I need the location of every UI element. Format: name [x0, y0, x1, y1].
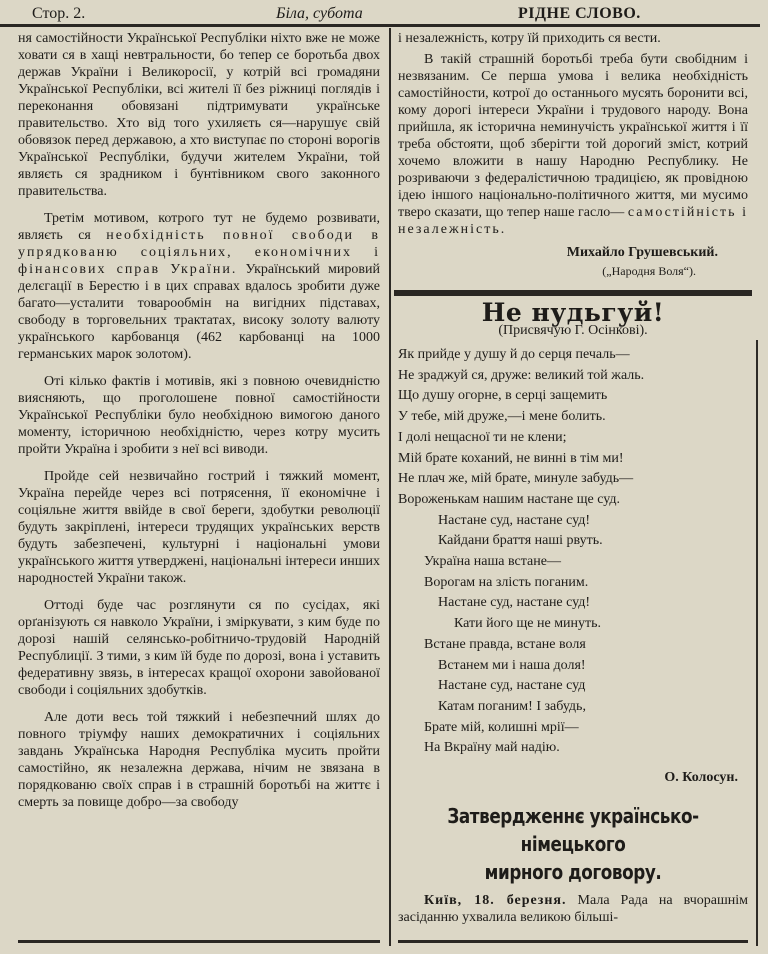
headline-line: Затвердженнє українсько-німецького [447, 804, 699, 857]
emphasized-text: самостійність і незалежність. [398, 205, 749, 237]
poem-line: Не зраджуй ся, друже: великий той жаль. [398, 367, 645, 383]
poem-line: Не плач же, мій брате, минуле забудь— [398, 471, 634, 487]
news-dateline: Київ, 18. березня. [424, 893, 567, 909]
news-text: Мала Рада на вчорашнім засіданню ухвалила великою більші- [398, 893, 748, 926]
poem-line: Що душу огорне, в серці защемить [398, 388, 608, 404]
article-paragraph [18, 210, 380, 363]
headline-line: мирного договору. [484, 860, 662, 885]
article-source: („Народня Воля“). [602, 264, 696, 278]
poem-line: Як прийде у душу й до серця печаль— [398, 347, 630, 362]
left-column [18, 30, 380, 937]
footer-rule-left [18, 940, 380, 943]
footer-rule-right [398, 940, 748, 943]
poem-line: Настане суд, настане суд! [438, 595, 591, 611]
paragraph-text: В такій страшній боротьбі треба бути свобідним і незвязаним. Се перша умова і велика необхідність самостійности, котрої до останнього мусять боронити всі, кому дорогі інтереси України і трудового народу. Вона прийшла, як історична неминучість української життя і її треба обстояти, щоб зберігти той дорогий зміст, котрий хочемо вложити в нашу Народню Республику. Не розриваючи з федералістичною традицією, як провідною ідею іншого національно-політичного життя, ми мусимо тверо сказати, що тепер наше гасло— [398, 52, 748, 220]
page-number: Стор. 2. [32, 5, 86, 22]
right-column [398, 30, 748, 937]
article-paragraph [398, 51, 748, 238]
poem-dedication: (Присвячую Г. Осінкові). [498, 323, 648, 338]
news-paragraph [398, 892, 748, 926]
page-header [18, 2, 763, 26]
poem-line: Ворогам на злість поганим. [424, 574, 589, 590]
emphasized-text: необхідність повної свободи в упрядкованю соціяльних, економічних і фінансових справ України. [18, 228, 380, 277]
poem-line: Кати його ще не минуть. [454, 616, 602, 632]
news-headline [426, 802, 720, 886]
poem-line: І долі нещасної ти не клени; [398, 429, 567, 445]
poem-line: Кайдани браття наші рвуть. [438, 533, 603, 549]
article-paragraph: Але доти весь той тяжкий і небезпечний шлях до повного тріумфу наших демократичних і соціяльних завдань Українська Народня Республіка мусить пройти самостійно, як незалежна держава, нічим не звязана в порядкованю своїх справ і в страшній боротьбі на життє і смерть за повище добро—за свободу [18, 710, 380, 810]
article-paragraph: ня самостійности Української Республіки ніхто вже не може ховати ся в хащі невтральности, бо тепер се боротьба двох держав України і Великоросії, у котрій всі громадяни Української Республіки, всі жителі її без ріжниці поглядів і переконання обовязані підтримувати українське правительство. Хто від того ухиляєть ся—нарушує свій обовязок перед державою, а хто виступає по стороні ворогів Української Республіки, будучи жителем України, той являєть ся зрадником і бунтівником свого законного правительства. [18, 31, 380, 199]
paragraph-text: Третім мотивом, котрого тут не будемо розвивати, являєть ся [18, 211, 380, 243]
poem-line: Вороженькам нашим настане ще суд. [398, 491, 620, 507]
place-day: Біла, субота [276, 5, 363, 22]
poem-line: Настане суд, настане суд! [438, 512, 591, 528]
article-signature: Михайло Грушевський. [566, 245, 718, 260]
poem-line: Україна наша встане— [424, 554, 561, 570]
article-paragraph: Оті кілько фактів і мотивів, які з повною очевидністю виясняють, що проголошене повної самостійности Української Республіки було необхідною вимогою даного моменту, історичною необхідністю, через котру мусить пройти Україна і зробити з неї всі виводи. [18, 374, 380, 457]
section-divider [394, 290, 752, 296]
poem-body [398, 345, 748, 759]
poem-line: Встанем ми і наша доля! [438, 657, 586, 673]
poem-author: О. Колосун. [664, 770, 738, 786]
poem-line: Настане суд, настане суд [438, 678, 586, 694]
poem-line: У тебе, мій друже,—і мене болить. [398, 409, 606, 425]
poem-line: На Вкраїну май надію. [424, 740, 560, 756]
paragraph-text: Український мировий делєгації в Берестю і в цих справах вдалось зробити дуже багато—усталити товарообмін на вигідних підставах, свободу в торговельних трактатах, високу золоту валюту українського карбованця (462 карбованці на 1000 германських марок золотом). [18, 262, 380, 362]
continued-line: і незалежність, котру їй приходить ся вести. [398, 31, 661, 46]
poem-line: Встане правда, встане воля [424, 636, 586, 652]
header-rule [0, 24, 760, 27]
article-paragraph: Оттоді буде час розглянути ся по сусідах, які орґанізують ся навколо України, і зміркувати, з ким буде по дорозі нашій селянсько-робітничо-трудовій Народній Республиції. З тими, з ким їй буде по дорозі, вона і уставить федеративну звязь, в інтересах кращої охорони завойованої свободи і соціяльних здобутків. [18, 598, 380, 698]
newspaper-name: РІДНЕ СЛОВО. [518, 5, 641, 22]
poem-line: Мій брате коханий, не винні в тім ми! [398, 450, 624, 466]
poem-line: Катам поганим! І забудь, [438, 698, 586, 714]
column-divider [389, 28, 391, 946]
right-column-edge-rule [756, 340, 758, 946]
poem-line: Брате мій, колишні мрії— [424, 719, 579, 735]
article-paragraph: Пройде сей незвичайно гострий і тяжкий момент, Україна перейде через всі потрясення, її економічне і соціяльне життя ввійде в свої береги, здобутки революції будуть закріплені, інтереси трудящих українських верств будуть забезпечені, культурні і національні умови українського життя утверджені, національні інтереси инших народностей України також. [18, 469, 380, 586]
poem-title: Не нудьгуй! [481, 298, 665, 327]
